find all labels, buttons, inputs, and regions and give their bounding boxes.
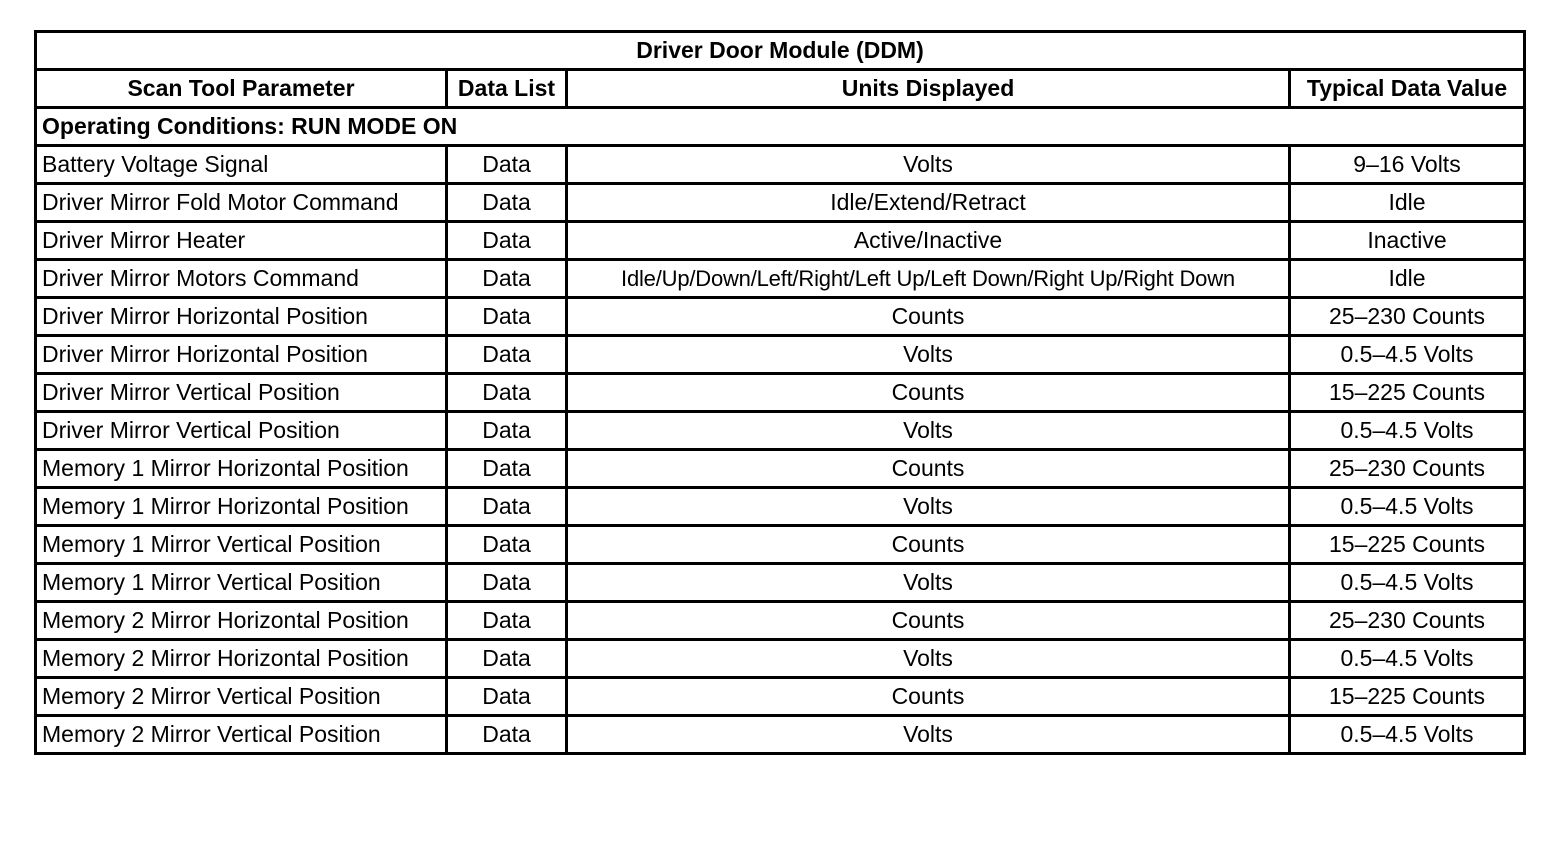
typical-value-cell: 25–230 Counts — [1290, 450, 1525, 488]
data-list-cell: Data — [447, 640, 567, 678]
section-operating-conditions: Operating Conditions: RUN MODE ON — [36, 108, 1525, 146]
table-row — [36, 564, 1525, 602]
table-title: Driver Door Module (DDM) — [36, 32, 1525, 70]
units-cell: Volts — [567, 146, 1290, 184]
table-row — [36, 222, 1525, 260]
units-cell: Volts — [567, 564, 1290, 602]
typical-value-cell: Idle — [1290, 184, 1525, 222]
table-row — [36, 336, 1525, 374]
scan-tool-data-table-container — [34, 30, 1523, 755]
typical-value-cell: 9–16 Volts — [1290, 146, 1525, 184]
typical-value-cell: 0.5–4.5 Volts — [1290, 488, 1525, 526]
table-row — [36, 640, 1525, 678]
parameter-cell: Driver Mirror Heater — [36, 222, 447, 260]
table-row — [36, 146, 1525, 184]
table-row — [36, 374, 1525, 412]
table-row — [36, 260, 1525, 298]
parameter-cell: Memory 2 Mirror Vertical Position — [36, 678, 447, 716]
typical-value-cell: 15–225 Counts — [1290, 526, 1525, 564]
units-cell: Idle/Up/Down/Left/Right/Left Up/Left Down/Right Up/Right Down — [567, 260, 1290, 298]
header-units-displayed: Units Displayed — [567, 70, 1290, 108]
typical-value-cell: 15–225 Counts — [1290, 678, 1525, 716]
units-cell: Counts — [567, 678, 1290, 716]
parameter-cell: Driver Mirror Horizontal Position — [36, 298, 447, 336]
table-row — [36, 450, 1525, 488]
parameter-cell: Memory 2 Mirror Vertical Position — [36, 716, 447, 754]
data-list-cell: Data — [447, 488, 567, 526]
section-row — [36, 108, 1525, 146]
parameter-cell: Memory 1 Mirror Vertical Position — [36, 526, 447, 564]
typical-value-cell: 25–230 Counts — [1290, 602, 1525, 640]
parameter-cell: Driver Mirror Horizontal Position — [36, 336, 447, 374]
data-list-cell: Data — [447, 678, 567, 716]
typical-value-cell: 0.5–4.5 Volts — [1290, 716, 1525, 754]
parameter-cell: Battery Voltage Signal — [36, 146, 447, 184]
table-title-row — [36, 32, 1525, 70]
table-row — [36, 678, 1525, 716]
typical-value-cell: Inactive — [1290, 222, 1525, 260]
table-row — [36, 716, 1525, 754]
parameter-cell: Driver Mirror Fold Motor Command — [36, 184, 447, 222]
units-cell: Volts — [567, 412, 1290, 450]
table-row — [36, 184, 1525, 222]
typical-value-cell: 15–225 Counts — [1290, 374, 1525, 412]
data-list-cell: Data — [447, 336, 567, 374]
parameter-cell: Memory 2 Mirror Horizontal Position — [36, 640, 447, 678]
units-cell: Volts — [567, 488, 1290, 526]
data-list-cell: Data — [447, 412, 567, 450]
scan-tool-data-table — [34, 30, 1526, 755]
units-cell: Volts — [567, 716, 1290, 754]
table-row — [36, 602, 1525, 640]
parameter-cell: Driver Mirror Vertical Position — [36, 374, 447, 412]
parameter-cell: Memory 1 Mirror Horizontal Position — [36, 450, 447, 488]
typical-value-cell: 25–230 Counts — [1290, 298, 1525, 336]
data-list-cell: Data — [447, 716, 567, 754]
parameter-cell: Memory 1 Mirror Vertical Position — [36, 564, 447, 602]
units-cell: Counts — [567, 374, 1290, 412]
data-list-cell: Data — [447, 298, 567, 336]
typical-value-cell: 0.5–4.5 Volts — [1290, 640, 1525, 678]
data-list-cell: Data — [447, 564, 567, 602]
units-cell: Counts — [567, 526, 1290, 564]
parameter-cell: Memory 2 Mirror Horizontal Position — [36, 602, 447, 640]
units-cell: Volts — [567, 336, 1290, 374]
units-cell: Active/Inactive — [567, 222, 1290, 260]
parameter-cell: Memory 1 Mirror Horizontal Position — [36, 488, 447, 526]
data-list-cell: Data — [447, 146, 567, 184]
units-cell: Volts — [567, 640, 1290, 678]
units-cell: Counts — [567, 450, 1290, 488]
data-list-cell: Data — [447, 602, 567, 640]
typical-value-cell: 0.5–4.5 Volts — [1290, 564, 1525, 602]
units-cell: Idle/Extend/Retract — [567, 184, 1290, 222]
typical-value-cell: 0.5–4.5 Volts — [1290, 412, 1525, 450]
table-row — [36, 298, 1525, 336]
data-list-cell: Data — [447, 526, 567, 564]
units-cell: Counts — [567, 602, 1290, 640]
typical-value-cell: 0.5–4.5 Volts — [1290, 336, 1525, 374]
data-list-cell: Data — [447, 222, 567, 260]
header-data-list: Data List — [447, 70, 567, 108]
units-cell: Counts — [567, 298, 1290, 336]
data-list-cell: Data — [447, 260, 567, 298]
header-typical-data-value: Typical Data Value — [1290, 70, 1525, 108]
table-header-row — [36, 70, 1525, 108]
data-list-cell: Data — [447, 374, 567, 412]
parameter-cell: Driver Mirror Motors Command — [36, 260, 447, 298]
data-list-cell: Data — [447, 450, 567, 488]
typical-value-cell: Idle — [1290, 260, 1525, 298]
data-list-cell: Data — [447, 184, 567, 222]
table-row — [36, 526, 1525, 564]
parameter-cell: Driver Mirror Vertical Position — [36, 412, 447, 450]
table-row — [36, 412, 1525, 450]
table-row — [36, 488, 1525, 526]
header-scan-tool-parameter: Scan Tool Parameter — [36, 70, 447, 108]
